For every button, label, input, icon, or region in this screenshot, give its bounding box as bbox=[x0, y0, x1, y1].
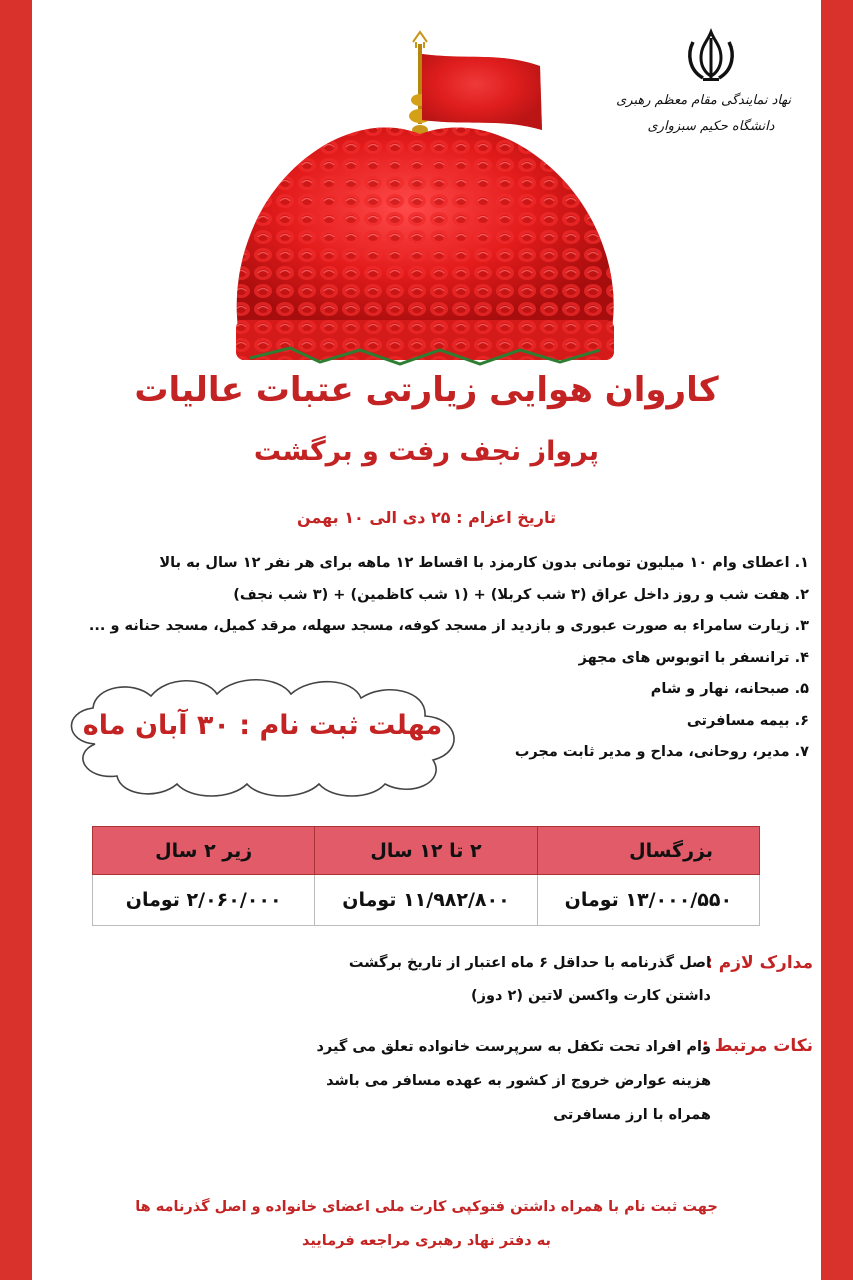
price-header-infant: زیر ۲ سال bbox=[93, 827, 315, 875]
deadline-cloud bbox=[55, 672, 470, 802]
note-item: همراه با ارز مسافرتی bbox=[553, 1107, 711, 1123]
price-adult: ۱۳/۰۰۰/۵۵۰ تومان bbox=[537, 875, 759, 926]
note-item: وام افراد تحت تکفل به سرپرست خانواده تعلق می گیرد bbox=[316, 1039, 711, 1055]
feature-text: صبحانه، نهار و شام bbox=[650, 681, 790, 697]
price-infant: ۲/۰۶۰/۰۰۰ تومان bbox=[93, 875, 315, 926]
feature-text: زیارت سامراء به صورت عبوری و بازدید از مسجد کوفه، مسجد سهله، مرقد کمیل، مسجد حنانه و ... bbox=[88, 618, 790, 634]
feature-item bbox=[39, 548, 809, 580]
feature-text: بیمه مسافرتی bbox=[686, 712, 790, 729]
requirements-list bbox=[349, 947, 711, 1013]
rose-dome-icon bbox=[230, 30, 620, 375]
requirements-label: مدارک لازم : bbox=[706, 953, 813, 973]
org-logo-block bbox=[616, 28, 791, 140]
feature-number: ۲. bbox=[794, 586, 809, 603]
feature-item bbox=[39, 611, 809, 643]
requirement-item: اصل گذرنامه با حداقل ۶ ماه اعتبار از تاریخ برگشت bbox=[348, 955, 711, 971]
left-border bbox=[0, 0, 32, 1280]
page-title: کاروان هوایی زیارتی عتبات عالیات bbox=[134, 370, 719, 410]
feature-item bbox=[39, 580, 809, 612]
feature-number: ۳. bbox=[794, 618, 809, 634]
footer-line-2: به دفتر نهاد رهبری مراجعه فرمایید bbox=[302, 1233, 551, 1249]
feature-number: ۷. bbox=[794, 744, 809, 760]
feature-number: ۶. bbox=[794, 712, 809, 729]
feature-text: هفت شب و روز داخل عراق (۳ شب کربلا) + (۱ شب کاظمین) + (۳ شب نجف) bbox=[233, 586, 790, 603]
rose-dome-image bbox=[230, 30, 620, 375]
iran-emblem-icon bbox=[683, 28, 739, 84]
right-border bbox=[821, 0, 853, 1280]
registration-deadline: مهلت ثبت نام : ۳۰ آبان ماه bbox=[82, 710, 443, 741]
feature-item bbox=[39, 643, 809, 675]
page-subtitle: پرواز نجف رفت و برگشت bbox=[253, 436, 600, 467]
feature-number: ۵. bbox=[794, 681, 809, 697]
notes-list bbox=[316, 1030, 711, 1132]
price-value-row bbox=[93, 875, 760, 926]
requirement-item: داشتن کارت واکسن لاتین (۲ دوز) bbox=[470, 988, 711, 1004]
note-item: هزینه عوارض خروج از کشور به عهده مسافر می باشد bbox=[326, 1073, 711, 1089]
price-header-child: ۲ تا ۱۲ سال bbox=[315, 827, 537, 875]
feature-text: اعطای وام ۱۰ میلیون تومانی بدون کارمزد با اقساط ۱۲ ماهه برای هر نفر ۱۲ سال به بالا bbox=[159, 555, 790, 571]
price-table bbox=[92, 826, 760, 926]
notes-label: نکات مرتبط : bbox=[702, 1036, 813, 1056]
feature-number: ۱. bbox=[794, 555, 809, 571]
org-line-2: دانشگاه حکیم سبزواری bbox=[647, 119, 775, 134]
footer bbox=[60, 1190, 793, 1258]
feature-number: ۴. bbox=[794, 649, 809, 666]
price-child: ۱۱/۹۸۲/۸۰۰ تومان bbox=[315, 875, 537, 926]
departure-date: تاریخ اعزام : ۲۵ دی الی ۱۰ بهمن bbox=[296, 508, 557, 527]
price-header-adult: بزرگسال bbox=[537, 827, 759, 875]
feature-text: مدیر، روحانی، مداح و مدیر ثابت مجرب bbox=[514, 744, 790, 760]
footer-line-1: جهت ثبت نام با همراه داشتن فتوکپی کارت ملی اعضای خانواده و اصل گذرنامه ها bbox=[135, 1199, 718, 1215]
feature-text: ترانسفر با اتوبوس های مجهز bbox=[578, 649, 790, 666]
price-header-row bbox=[93, 827, 760, 875]
org-line-1: نهاد نمایندگی مقام معظم رهبری bbox=[616, 93, 791, 108]
